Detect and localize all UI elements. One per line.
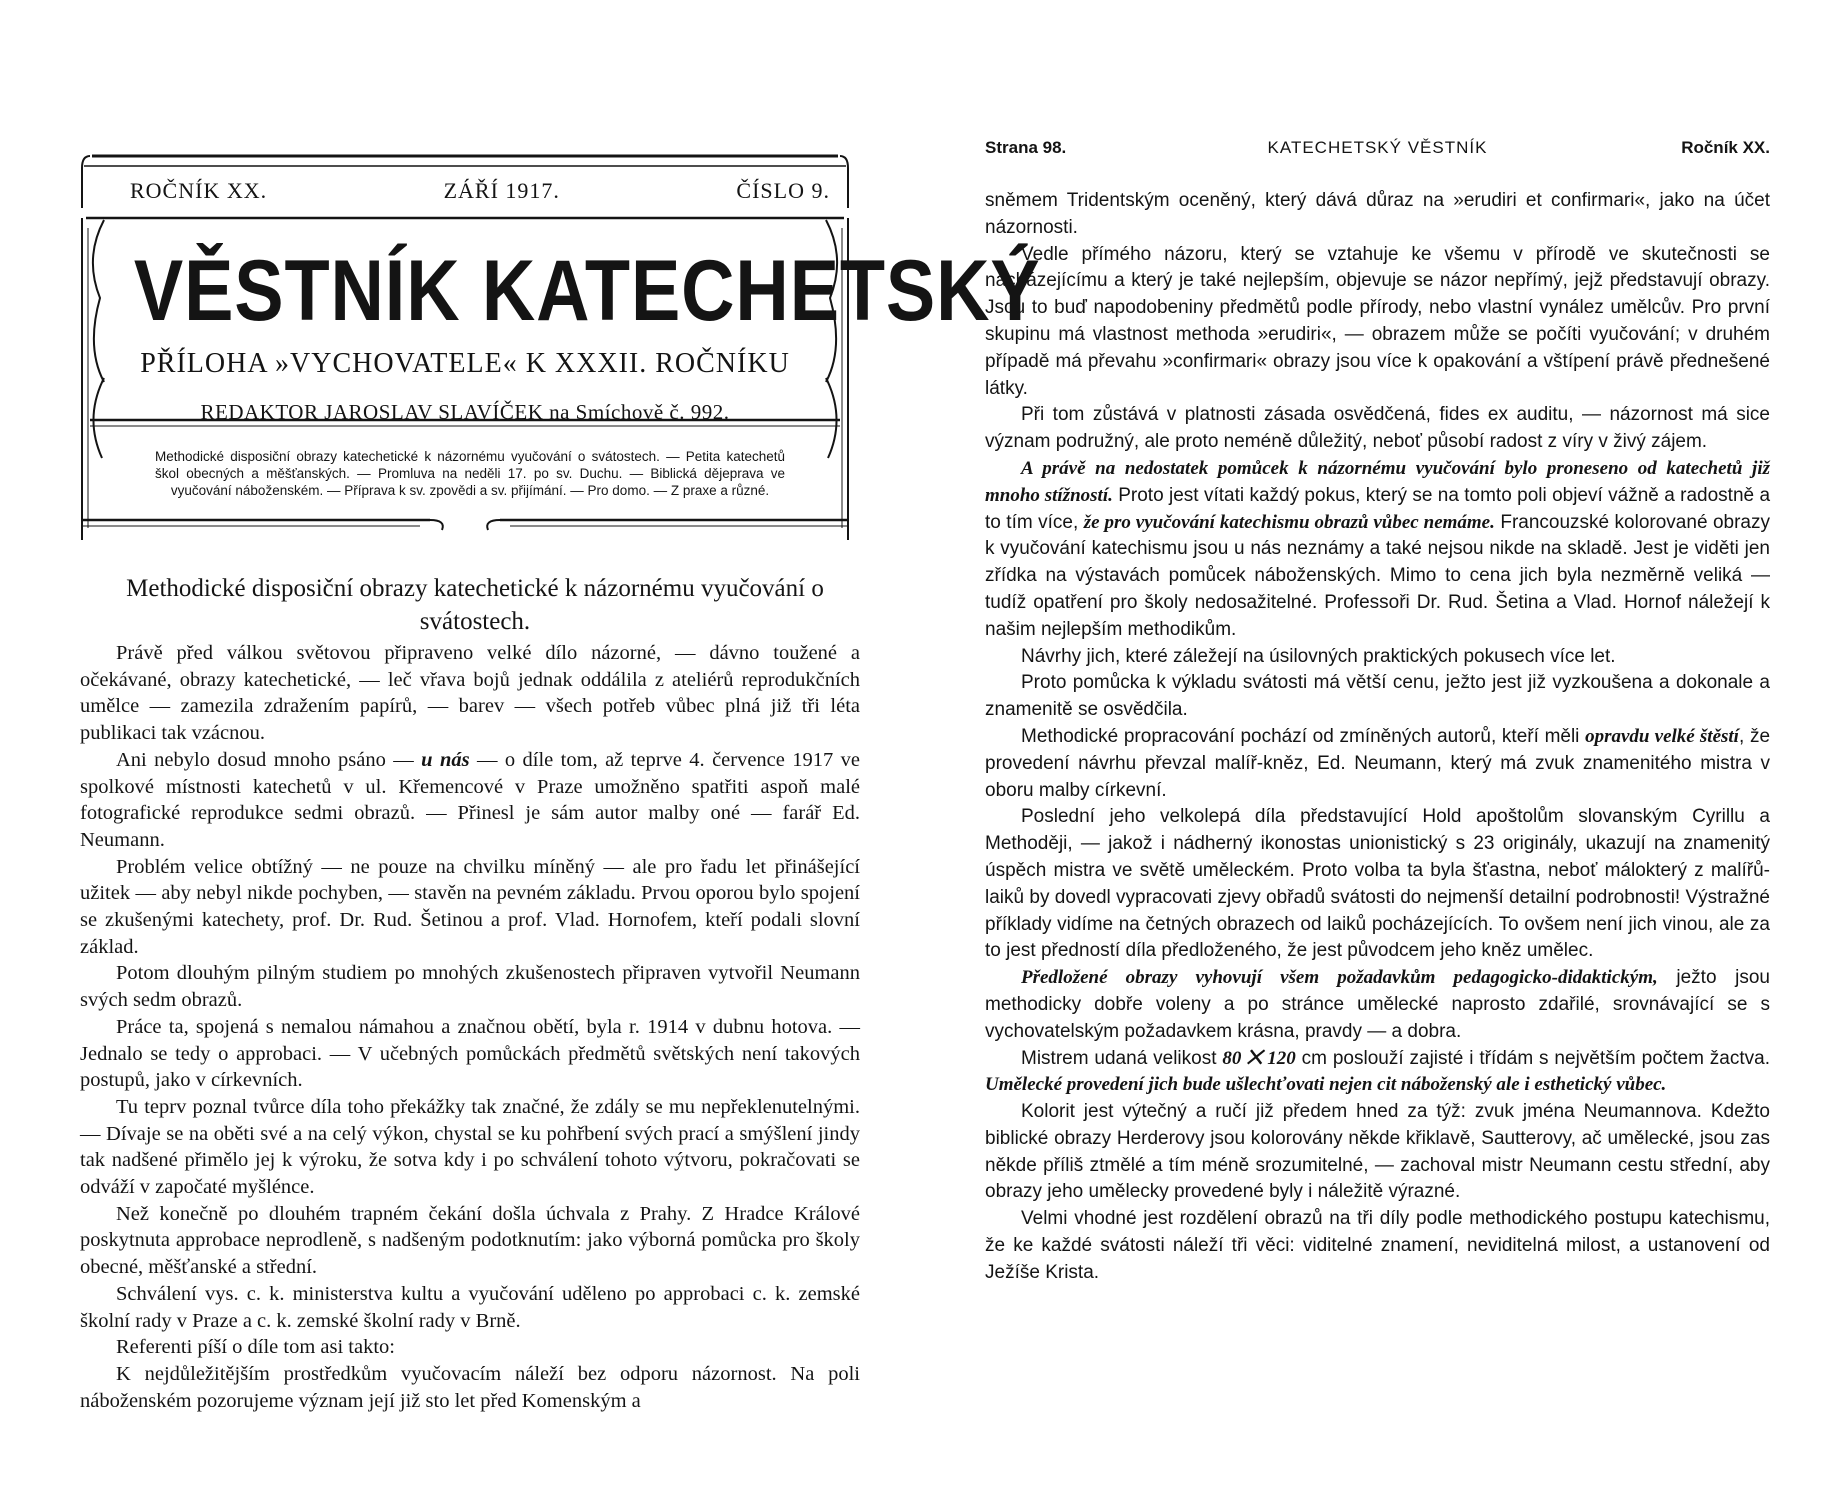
- running-title: KATECHETSKÝ VĚSTNÍK: [1267, 138, 1488, 157]
- size-value: 80 ⨉ 120: [1222, 1047, 1296, 1069]
- table-of-contents: Methodické disposiční obrazy katechetické k názornému vyučování o svátostech. — Petita katechetů škol obecných a měšťanských. — Promluva na neděli 17. po sv. Duchu. — Biblická dějeprava ve vyučování náboženském. — Příprava k sv. zpovědi a sv. přijímání. — Pro domo. — Z praxe a různé.: [155, 449, 785, 498]
- journal-subtitle: PŘÍLOHA »VYCHOVATELE« K XXXII. ROČNÍKU: [140, 348, 790, 379]
- text-run: Francouzské kolorované obrazy k vyučování katechismu jsou u nás neznámy a také nejsou nikde na skladě. Jest je viděti jen zřídka na výstavách pomůcek náboženských. Mimo to cena jich byla nezměrně veliká — tudíž opatření pro školy nedosažitelné. Professoři Dr. Rud. Šetina a Vlad. Hornof náležejí k našim nejlepším methodikům.: [985, 511, 1770, 640]
- paragraph: Velmi vhodné jest rozdělení obrazů na tři díly podle methodického postupu katechismu, že ke každé svátosti náleží tři věci: viditelné znamení, neviditelná milost, a ustanovení od Ježíše Krista.: [985, 1208, 1770, 1283]
- paragraph: sněmem Tridentským oceněný, který dává důraz na »erudiri et confirmari«, jako na účet názornosti.: [985, 190, 1770, 238]
- paragraph: [985, 965, 1770, 1045]
- paragraph: Tu teprv poznal tvůrce díla toho překážky tak značné, že zdály se mu nepřeklenutelnými. — Dívaje se na oběti své a na celý výkon, chystal se ku pohřbení svých prací a smýšlení jindy tak nadšené přimělo jej k výroku, že sotva kdy i po schválení tohoto výtvoru, pokračovati se odváží v započaté myšlénce.: [80, 1095, 860, 1199]
- emphasis: že pro vyučování katechismu obrazů vůbec nemáme.: [1083, 511, 1495, 533]
- paragraph: Právě před válkou světovou připraveno velké dílo názorné, — dávno toužené a očekávané, obrazy katechetické, — leč vřava bojů jednak oddálila z ateliérů reprodukčních umělce — zamezila zdražením papírů, — barev — všech potřeb vůbec plná již tři léta publikaci tak vzácnou.: [80, 642, 860, 745]
- text-run: Mistrem udaná velikost: [1021, 1047, 1223, 1069]
- text-run: , že provedení návrhu převzal malíř-kněz, Ed. Neumann, který má zvuk znamenitého mistra v oboru malby církevní.: [985, 725, 1771, 801]
- masthead-header-row: [130, 178, 830, 204]
- text-run: cm poslouží zajisté i třídám s největším počtem žactva.: [1295, 1047, 1770, 1069]
- running-volume: Ročník XX.: [1681, 138, 1770, 157]
- paragraph: Proto pomůcka k výkladu svátosti má větší cenu, ježto jest již vyzkoušena a dokonale a znamenitě se osvědčila.: [985, 672, 1770, 721]
- paragraph: [985, 456, 1770, 644]
- right-column-text: [985, 188, 1770, 1287]
- emphasis: Předložené obrazy vyhovují všem požadavkům pedagogicko-didaktickým,: [1021, 967, 1658, 989]
- text-run: — o díle tom, až teprve 4. července 1917 ve spolkové místnosti katechetů v ul. Křemencové v Praze umožněno spatřiti aspoň malé fotografické reprodukce sedmi obrazů. — Přinesl je sám autor malby oné — farář Ed. Neumann.: [80, 748, 861, 851]
- text-run: ježto jsou methodicky dobře voleny a po stránce umělecké naprosto zdařilé, srovnávající se s vychovatelským požadavkem krásna, pravdy — a dobra.: [985, 967, 1771, 1042]
- paragraph: Než konečně po dlouhém trapném čekání došla úchvala z Prahy. Z Hradce Králové poskytnuta approbace neprodleně, s nadšeným podotknutím: jako výborná pomůcka pro školy obecné, měšťanské a střední.: [80, 1202, 860, 1279]
- paragraph: Při tom zůstává v platnosti zásada osvědčená, fides ex auditu, — názornost má sice význam podružný, ale proto neméně důležitý, neboť působí radost z víry v živý zájem.: [985, 404, 1770, 453]
- paragraph: Referenti píší o díle tom asi takto:: [116, 1336, 395, 1359]
- paragraph: Práce ta, spojená s nemalou námahou a značnou obětí, byla r. 1914 v dubnu hotova. — Jednalo se tedy o approbaci. — V učebných pomůckách předmětů světských není takových postupů, jako v církevních.: [80, 1015, 860, 1092]
- running-head: [985, 138, 1770, 162]
- issue-date: ZÁŘÍ 1917.: [443, 178, 560, 203]
- emphasis: A právě na nedostatek pomůcek k názornému vyučování bylo proneseno od katechetů již mnoho stížností.: [985, 457, 1770, 506]
- paragraph: Schválení vys. c. k. ministerstva kultu a vyučování uděleno po approbaci c. k. zemské školní rady v Praze a c. k. zemské školní rady v Brně.: [80, 1282, 860, 1332]
- issue-number: ČÍSLO 9.: [736, 178, 830, 203]
- text-run: Methodické propracování pochází od zmíněných autorů, kteří měli: [1021, 725, 1586, 747]
- volume-number: ROČNÍK XX.: [130, 178, 268, 203]
- paragraph: Potom dlouhým pilným studiem po mnohých zkušenostech připraven vytvořil Neumann svých sedm obrazů.: [80, 962, 860, 1012]
- paragraph: [985, 724, 1770, 804]
- paragraph: Kolorit jest výtečný a ručí již předem hned za týž: zvuk jména Neumannova. Kdežto biblické obrazy Herderovy jsou kolorovány někde křiklavě, Sautterovy, ač umělecké, jsou zas někde příliš ztmělé a tím méně srozumitelné, — zachoval mistr Neumann cestu střední, aby obrazy jeho umělecky provedené byly i náležitě výrazné.: [985, 1101, 1770, 1203]
- paragraph: Poslední jeho velkolepá díla představující Hold apoštolům slovanským Cyrillu a Methoději, — jakož i nádherný ikonostas unionistický s 23 originály, ukazují na znamenitý úspěch mistra ve světě uměleckém. Proto volba ta byla šťastna, neboť málokterý z malířů-laiků by dovedl vypracovati zjevy obřadů svátosti do nejmenší detailní podrobnosti! Výstražné příklady vidíme na četných obrazech od laiků pocházejících. To ovšem není jich vinou, ale za to jest předností díla předloženého, že jest původcem jeho kněz umělec.: [985, 806, 1770, 962]
- paragraph: [80, 747, 860, 854]
- paragraph: K nejdůležitějším prostředkům vyučovacím náleží bez odporu názornost. Na poli náboženském pozorujeme význam její již sto let před Komenským a: [80, 1362, 860, 1412]
- article-title: Methodické disposiční obrazy katechetické k názornému vyučování o svátostech.: [126, 575, 824, 635]
- text-run: Ani nebylo dosud mnoho psáno —: [116, 748, 422, 771]
- emphasis: Umělecké provedení jich bude ušlechťovati nejen cit náboženský ale i esthetický vůbec.: [985, 1074, 1667, 1096]
- paragraph: Problém velice obtížný — ne pouze na chvilku míněný — ale pro řadu let přinášející užitek — aby nebyl nikde pochyben, — stavěn na pevném základu. Prvou oporou bylo spojení se zkušenými katechety, prof. Dr. Rud. Šetinou a prof. Vlad. Hornofem, kteří podali slovní základ.: [80, 855, 860, 958]
- left-column-text: [80, 640, 860, 1414]
- emphasis: opravdu velké štěstí: [1585, 725, 1739, 747]
- editor-line: REDAKTOR JAROSLAV SLAVÍČEK na Smíchově č. 992.: [200, 400, 730, 424]
- masthead: [80, 148, 1041, 544]
- text-run: Proto jest vítati každý pokus, který se na tomto poli objeví vážně a radostně a to tím více,: [985, 484, 1771, 533]
- journal-title: VĚSTNÍK KATECHETSKÝ: [133, 243, 1041, 339]
- paragraph: Vedle přímého názoru, který se vztahuje ke všemu v přírodě ve skutečnosti se nacházejícímu a který je také nejlepším, objevuje se názor nepřímý, jejž představují obrazy. Jsou to buď napodobeniny předmětů podle přírody, nebo vlastní vynález umělcův. Pro první skupinu má vlastnost methoda »erudiri«, — obrazem může se počíti vyučování; v druhém případě má převahu »confirmari« obrazy jsou více k opakování a vštípení právě přednešené látky.: [985, 243, 1770, 399]
- paragraph: [985, 1046, 1770, 1100]
- page-number: Strana 98.: [985, 138, 1067, 157]
- paragraph: Návrhy jich, které záležejí na úsilovných praktických pokusech více let.: [1021, 645, 1616, 667]
- emphasis: u nás: [421, 748, 470, 771]
